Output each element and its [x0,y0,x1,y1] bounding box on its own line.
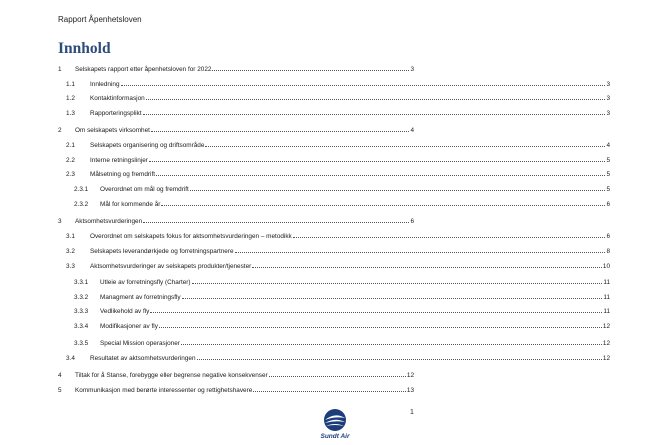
toc-leader-dots [161,205,605,206]
toc-entry-label: Overordnet om selskapets fokus for aktsomhetsvurderingen – metodikk [90,233,292,240]
toc-entry-number: 3.3.3 [74,308,89,315]
toc-entry-label: Interne retningslinjer [90,157,148,164]
toc-entry-number: 3.2 [66,248,75,255]
toc-entry-number: 1.2 [66,95,75,102]
toc-leader-dots [252,267,602,268]
toc-entry-label: Kontaktinformasjon [90,95,145,102]
toc-leader-dots [269,376,406,377]
toc-entry-label: Målsetning og fremdrift [90,171,155,178]
toc-entry-label: Selskapets leverandørkjede og forretningspartnere [90,248,234,255]
toc-entry-page: 10 [602,263,610,270]
toc-entry-number: 2.1 [66,142,75,149]
toc-entry-number: 2.3 [66,171,75,178]
toc-entry-label: Modifikasjoner av fly [100,323,158,330]
toc-entry[interactable] [0,217,665,227]
toc-entry-label: Aktsomhetsvurderingen [75,218,143,225]
toc-entry-number: 3.3 [66,263,75,270]
toc-leader-dots [293,237,606,238]
toc-entry-label: Selskapets organisering og driftsområde [90,142,205,149]
toc-entry[interactable] [0,232,665,242]
toc-leader-dots [192,283,603,284]
toc-entry-page: 8 [606,248,610,255]
toc-entry-number: 3.3.5 [74,340,89,347]
toc-leader-dots [253,391,406,392]
toc-entry-page: 4 [410,127,414,134]
toc-entry-page: 3 [606,81,610,88]
toc-leader-dots [190,190,606,191]
toc-leader-dots [146,99,606,100]
toc-entry[interactable] [0,371,665,381]
toc-entry-number: 3 [58,218,62,225]
toc-leader-dots [143,222,409,223]
toc-entry-page: 6 [606,201,610,208]
toc-entry[interactable] [0,109,665,119]
sundt-air-logo-icon [323,408,347,432]
toc-leader-dots [205,146,605,147]
toc-entry-number: 3.3.1 [74,279,89,286]
toc-entry[interactable] [0,65,665,75]
toc-entry[interactable] [0,278,665,288]
toc-entry-page: 11 [603,294,610,301]
toc-entry-label: Om selskapets virksomhet [75,127,150,134]
toc-entry-number: 1 [58,66,62,73]
toc-leader-dots [159,327,602,328]
sundt-air-logo [315,408,355,442]
toc-entry-label: Resultatet av aktsomhetsvurderingen [90,355,196,362]
toc-entry-label: Aktsomhetsvurderinger av selskapets produkter/tjenester [90,263,252,270]
toc-entry-number: 2.3.1 [74,186,89,193]
toc-entry-page: 3 [606,95,610,102]
toc-entry[interactable] [0,307,665,317]
toc-entry-page: 5 [606,157,610,164]
toc-entry-page: 12 [602,355,610,362]
toc-entry-number: 2.2 [66,157,75,164]
page-number: 1 [410,409,414,416]
toc-leader-dots [181,344,602,345]
toc-entry[interactable] [0,354,665,364]
toc-entry-label: Rapporteringsplikt [90,110,142,117]
toc-entry-number: 3.3.2 [74,294,89,301]
toc-entry[interactable] [0,262,665,272]
logo-text: Sundt Air [320,433,350,440]
toc-entry-page: 13 [406,387,414,394]
toc-entry[interactable] [0,141,665,151]
toc-entry-number: 5 [58,387,62,394]
toc-entry[interactable] [0,94,665,104]
toc-title: Innhold [58,40,111,57]
toc-entry-number: 1.1 [66,81,75,88]
toc-entry-label: Managment av forretningsfly [100,294,181,301]
toc-entry-label: Selskapets rapport etter åpenhetsloven for 2022 [75,66,212,73]
toc-entry-page: 6 [410,218,414,225]
toc-entry[interactable] [0,200,665,210]
toc-entry-label: Special Mission operasjoner [100,340,180,347]
toc-entry[interactable] [0,247,665,257]
toc-entry[interactable] [0,339,665,349]
toc-entry-number: 3.3.4 [74,323,89,330]
toc-entry-number: 2.3.2 [74,201,89,208]
toc-entry-page: 12 [406,372,414,379]
toc-leader-dots [151,131,410,132]
toc-entry-page: 4 [606,142,610,149]
toc-entry-number: 2 [58,127,62,134]
toc-leader-dots [156,175,605,176]
toc-entry-page: 11 [603,279,610,286]
toc-entry-page: 5 [606,186,610,193]
toc-leader-dots [143,114,606,115]
toc-entry[interactable] [0,386,665,396]
toc-entry[interactable] [0,126,665,136]
toc-entry-number: 3.4 [66,355,75,362]
toc-leader-dots [121,85,606,86]
toc-entry-page: 6 [606,233,610,240]
toc-entry-page: 11 [603,308,610,315]
toc-entry-label: Overordnet om mål og fremdrift [100,186,189,193]
toc-entry-number: 1.3 [66,110,75,117]
toc-entry-label: Vedlikehold av fly [100,308,150,315]
header-text: Rapport Åpenhetsloven [58,15,142,24]
toc-leader-dots [235,252,606,253]
toc-entry-label: Innledning [90,81,120,88]
toc-entry-number: 3.1 [66,233,75,240]
toc-leader-dots [182,298,603,299]
toc-entry-label: Tiltak for å Stanse, forebygge eller begrense negative konsekvenser [75,372,268,379]
toc-entry[interactable] [0,170,665,180]
toc-entry-page: 3 [410,66,414,73]
toc-entry-number: 4 [58,372,62,379]
toc-entry[interactable] [0,80,665,90]
toc-entry-page: 12 [602,323,610,330]
toc-leader-dots [150,312,602,313]
toc-entry[interactable] [0,322,665,332]
toc-entry-page: 12 [602,340,610,347]
toc-entry-label: Mål for kommende år [100,201,161,208]
toc-entry[interactable] [0,185,665,195]
toc-entry[interactable] [0,293,665,303]
toc-entry-page: 5 [606,171,610,178]
toc-leader-dots [197,359,602,360]
toc-entry-page: 3 [606,110,610,117]
toc-leader-dots [212,70,409,71]
toc-entry[interactable] [0,156,665,166]
toc-entry-label: Kommunikasjon med berørte interessenter og rettighetshavere [75,387,253,394]
toc-entry-label: Utleie av forretningsfly (Charter) [100,279,191,286]
toc-leader-dots [149,161,606,162]
